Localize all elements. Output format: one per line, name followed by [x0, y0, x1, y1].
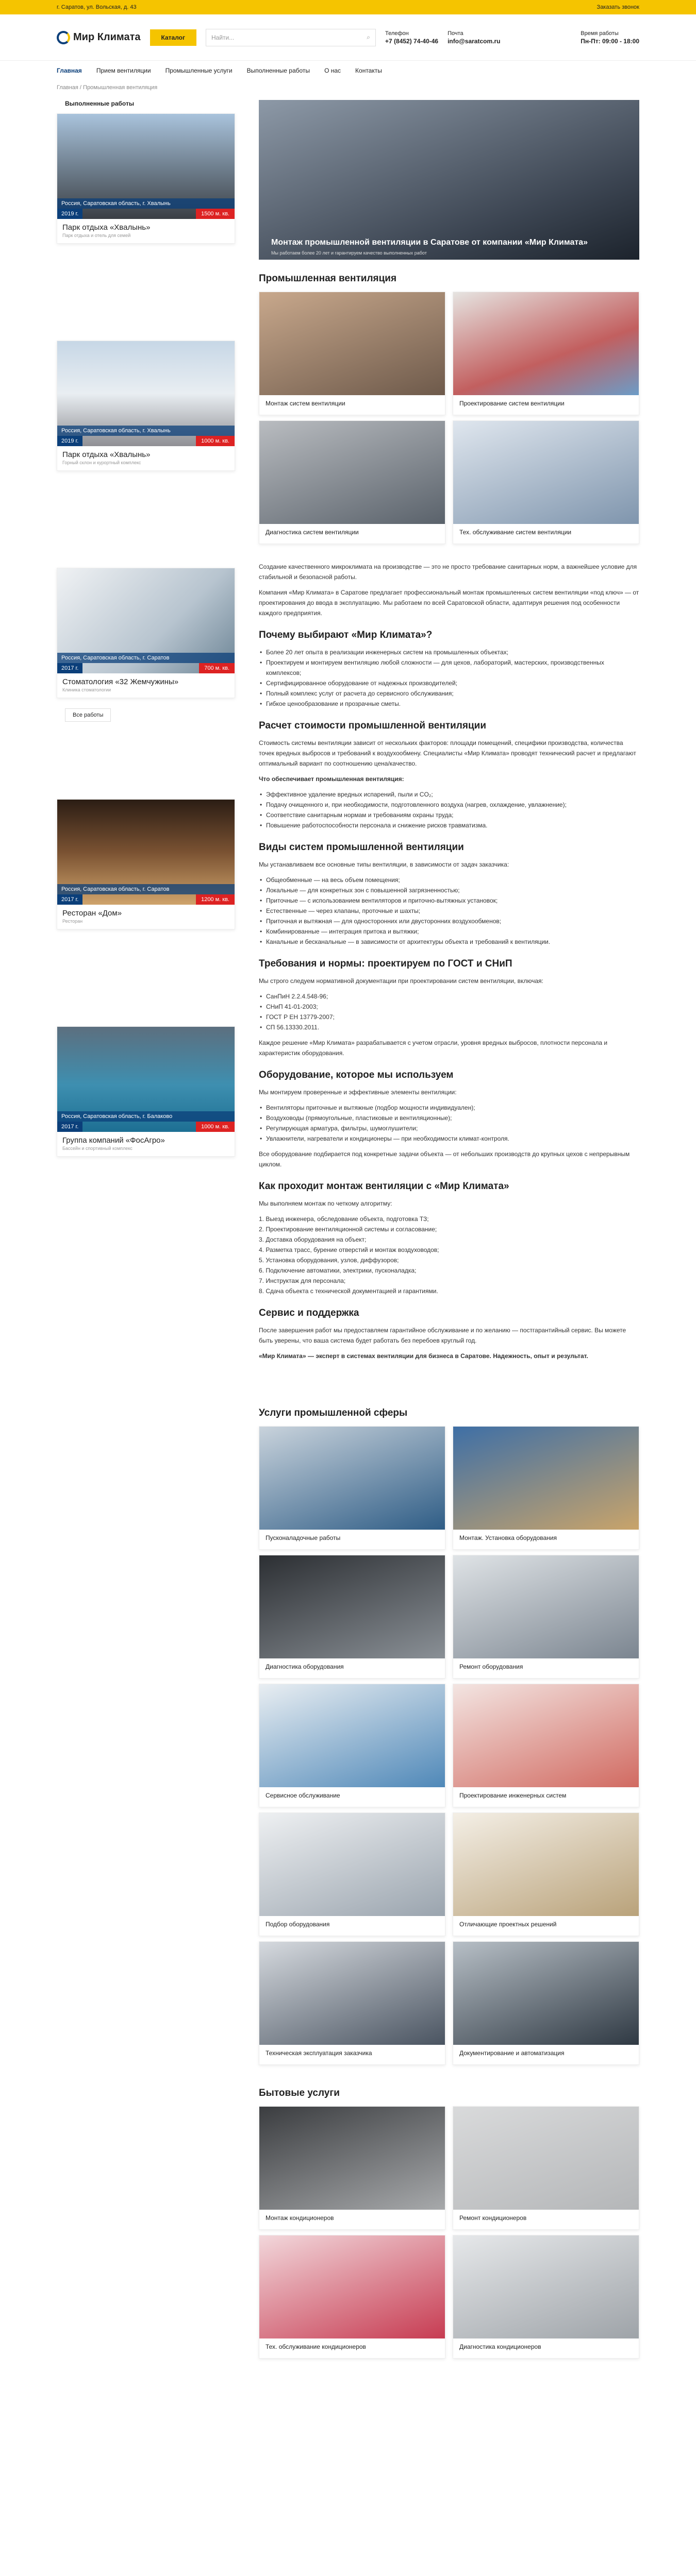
section-title: Требования и нормы: проектируем по ГОСТ и СНиП [259, 958, 512, 969]
tile-image [453, 2107, 639, 2210]
work-year: 2019 г. [57, 436, 82, 446]
tile-card[interactable] [259, 420, 445, 544]
industrial-title: Промышленная вентиляция [259, 273, 397, 284]
article-paragraph: Мы устанавливаем все основные типы вентиляции, в зависимости от задач заказчика: [259, 861, 509, 868]
section-title: Расчет стоимости промышленной вентиляции [259, 720, 487, 731]
list-item: 5. Установка оборудования, узлов, диффузоров; [259, 1257, 399, 1264]
tile-image [259, 1555, 445, 1658]
work-image [57, 800, 235, 905]
hero-banner [259, 100, 639, 260]
types-list [259, 875, 639, 947]
phone-value[interactable]: +7 (8452) 74-40-46 [385, 37, 439, 45]
tile-label: Техническая эксплуатация заказчика [266, 2049, 372, 2057]
phone-label: Телефон [385, 30, 409, 37]
tile-card[interactable] [453, 1812, 639, 1936]
tile-label: Диагностика кондиционеров [459, 2343, 541, 2350]
nav-item-industrial[interactable]: Промышленные услуги [165, 67, 233, 74]
mail-block[interactable] [448, 30, 500, 45]
list-item: 6. Подключение автоматики, электрики, пусконаладка; [259, 1267, 417, 1274]
work-location: Россия, Саратовская область, г. Балаково [57, 1111, 235, 1122]
work-subtitle: Бассейн и спортивный комплекс [62, 1146, 132, 1151]
search-icon[interactable]: ⌕ [367, 33, 371, 41]
tile-image [259, 292, 445, 395]
list-item: • Воздуховоды (прямоугольные, пластиковые и вентиляционные); [259, 1113, 639, 1123]
work-card[interactable] [57, 799, 235, 929]
list-item: • Приточная и вытяжная — для односторонних или двусторонних воздухообменов; [259, 916, 639, 926]
search-placeholder: Найти... [211, 33, 235, 41]
tile-card[interactable] [259, 292, 445, 415]
article-paragraph: Компания «Мир Климата» в Саратове предлагает профессиональный монтаж промышленных систем вентиляции «под ключ» — от проектирования до ввода в эксплуатацию. Мы работаем по всей Саратовской области, адаптируя решения под особенности каждого предприятия. [259, 589, 639, 617]
list-item: • Подачу очищенного и, при необходимости, подготовленного воздуха (нагрев, охлаждение, увлажнение); [259, 800, 639, 810]
article-paragraph: Мы монтируем проверенные и эффективные элементы вентиляции: [259, 1089, 457, 1096]
work-area: 1000 м. кв. [196, 436, 235, 446]
work-card[interactable] [57, 1026, 235, 1157]
logo-icon [57, 31, 70, 44]
nav-item-home[interactable]: Главная [57, 67, 82, 74]
list-item: • Вентиляторы приточные и вытяжные (подбор мощности индивидуален); [259, 1103, 639, 1113]
work-subtitle: Парк отдыха и отель для семей [62, 233, 131, 238]
tile-label: Подбор оборудования [266, 1921, 330, 1928]
tile-card[interactable] [453, 420, 639, 544]
work-card[interactable] [57, 113, 235, 244]
work-year: 2019 г. [57, 209, 82, 219]
household-tiles [259, 2106, 639, 2359]
list-item: • ГОСТ Р ЕН 13779-2007; [259, 1012, 639, 1022]
norms-list [259, 991, 639, 1032]
work-image [57, 568, 235, 673]
tile-card[interactable] [453, 292, 639, 415]
work-card[interactable] [57, 568, 235, 698]
section-title: Оборудование, которое мы используем [259, 1070, 454, 1080]
tile-label: Ремонт оборудования [459, 1663, 523, 1670]
nav-item-about[interactable]: О нас [324, 67, 341, 74]
list-item: 4. Разметка трасс, бурение отверстий и монтаж воздуховодов; [259, 1246, 439, 1253]
tile-image [453, 292, 639, 395]
hero-title: Монтаж промышленной вентиляции в Саратове от компании «Мир Климата» [271, 238, 588, 247]
list-item: • Увлажнители, нагреватели и кондиционеры — при необходимости климат-контроля. [259, 1133, 639, 1144]
tile-label: Диагностика оборудования [266, 1663, 344, 1670]
phone-block[interactable] [385, 30, 438, 45]
article-paragraph: Стоимость системы вентиляции зависит от нескольких факторов: площади помещений, специфики производства, количества точек вредных выбросов и требований к воздухообмену. Специалисты «Мир Климата» проводят технический расчет и предлагают оптимальный вариант по соотношению цена/качество. [259, 739, 636, 767]
tile-image [259, 2107, 445, 2210]
tile-image [453, 421, 639, 524]
tile-label: Диагностика систем вентиляции [266, 529, 359, 536]
list-item: • Гибкое ценообразование и прозрачные сметы. [259, 699, 639, 709]
article-paragraph: Все оборудование подбирается под конкретные задачи объекта — от небольших производств до крупных цехов с непрерывным циклом. [259, 1150, 630, 1168]
tile-label: Проектирование систем вентиляции [459, 400, 565, 407]
list-item: • СанПиН 2.2.4.548-96; [259, 991, 639, 1002]
services-tiles [259, 1426, 639, 2065]
all-works-button[interactable]: Все работы [65, 708, 111, 722]
tile-card[interactable] [453, 2106, 639, 2230]
search-input[interactable] [206, 29, 376, 46]
hero-subtitle: Мы работаем более 20 лет и гарантируем качество выполненных работ [271, 250, 427, 256]
list-item: • Канальные и бесканальные — в зависимости от архитектуры объекта и требований к вентиляции. [259, 937, 639, 947]
tile-label: Пусконаладочные работы [266, 1534, 341, 1541]
list-item: • Соответствие санитарным нормам и требованиям охраны труда; [259, 810, 639, 820]
work-name: Ресторан «Дом» [62, 909, 122, 918]
tile-label: Тех. обслуживание систем вентиляции [459, 529, 572, 536]
nav-item-contacts[interactable]: Контакты [355, 67, 382, 74]
tile-image [453, 1684, 639, 1787]
catalog-button[interactable]: Каталог [150, 29, 197, 46]
work-area: 1200 м. кв. [196, 894, 235, 905]
list-item: 8. Сдача объекта с технической документацией и гарантиями. [259, 1287, 438, 1295]
tile-card[interactable] [259, 1684, 445, 1807]
tile-card[interactable] [259, 1555, 445, 1679]
tile-card[interactable] [259, 1426, 445, 1550]
logo-text: Мир Климата [73, 31, 141, 43]
work-year: 2017 г. [57, 663, 82, 673]
list-item: 1. Выезд инженера, обследование объекта, подготовка ТЗ; [259, 1215, 429, 1223]
tile-image [453, 1942, 639, 2045]
work-location: Россия, Саратовская область, г. Саратов [57, 653, 235, 663]
steps-list [259, 1214, 639, 1296]
work-name: Парк отдыха «Хвалынь» [62, 223, 151, 232]
work-year: 2017 г. [57, 1122, 82, 1132]
sidebar [57, 95, 235, 2359]
tile-card[interactable] [453, 2235, 639, 2359]
header [0, 14, 696, 61]
list-item: • Регулирующая арматура, фильтры, шумоглушители; [259, 1123, 639, 1133]
work-area: 700 м. кв. [199, 663, 235, 673]
article-subtitle: Что обеспечивает промышленная вентиляция: [259, 775, 404, 783]
tile-label: Монтаж систем вентиляции [266, 400, 345, 407]
tile-card[interactable] [453, 1426, 639, 1550]
mail-value[interactable]: info@saratcom.ru [448, 37, 501, 45]
services-title: Услуги промышленной сферы [259, 1408, 408, 1418]
equip-list [259, 1103, 639, 1144]
tile-image [259, 1427, 445, 1530]
section-title: Почему выбирают «Мир Климата»? [259, 630, 433, 640]
work-year: 2017 г. [57, 894, 82, 905]
tile-card[interactable] [453, 1941, 639, 2065]
list-item: • Приточные — с использованием вентиляторов и приточно-вытяжных установок; [259, 895, 639, 906]
article-paragraph: Каждое решение «Мир Климата» разрабатывается с учетом отрасли, уровня вредных выбросов, плотности персонала и характеристик оборудования. [259, 1039, 608, 1057]
section-title: Как проходит монтаж вентиляции с «Мир Климата» [259, 1181, 509, 1192]
tile-label: Документирование и автоматизация [459, 2049, 565, 2057]
tile-image [259, 421, 445, 524]
tile-image [259, 1942, 445, 2045]
hours-block [581, 30, 639, 45]
work-subtitle: Клиника стоматологии [62, 687, 111, 692]
tile-label: Проектирование инженерных систем [459, 1792, 567, 1799]
list-item: 2. Проектирование вентиляционной системы и согласование; [259, 1226, 437, 1233]
main [259, 95, 639, 2359]
section-title: Виды систем промышленной вентиляции [259, 842, 464, 853]
tile-image [453, 1427, 639, 1530]
work-area: 1500 м. кв. [196, 209, 235, 219]
mail-label: Почта [448, 30, 463, 37]
work-subtitle: Ресторан [62, 919, 83, 924]
list-item: • Локальные — для конкретных зон с повышенной загрязненностью; [259, 885, 639, 895]
list-item: • Сертифицированное оборудование от надежных производителей; [259, 678, 639, 688]
work-image [57, 114, 235, 219]
work-name: Группа компаний «ФосАгро» [62, 1136, 165, 1145]
nav-item-ventilation[interactable]: Прием вентиляции [96, 67, 151, 74]
tile-label: Отличающие проектных решений [459, 1921, 557, 1928]
industrial-tiles [259, 292, 639, 544]
tile-card[interactable] [259, 1812, 445, 1936]
article [259, 562, 639, 1361]
why-list [259, 647, 639, 709]
work-location: Россия, Саратовская область, г. Хвалынь [57, 198, 235, 209]
tile-label: Сервисное обслуживание [266, 1792, 340, 1799]
list-item: • Проектируем и монтируем вентиляцию любой сложности — для цехов, лабораторий, мастерских, производственных комплексов; [259, 657, 639, 678]
tile-card[interactable] [453, 1555, 639, 1679]
article-paragraph: Мы выполняем монтаж по четкому алгоритму: [259, 1200, 392, 1207]
list-item: • Общеобменные — на весь объем помещения; [259, 875, 639, 885]
provides-list [259, 789, 639, 831]
article-paragraph: Мы строго следуем нормативной документации при проектировании систем вентиляции, включая: [259, 977, 543, 985]
list-item: • Более 20 лет опыта в реализации инженерных систем на промышленных объектах; [259, 647, 639, 657]
hours-value: Пн-Пт: 09:00 - 18:00 [581, 37, 639, 45]
list-item: • СНиП 41-01-2003; [259, 1002, 639, 1012]
tile-image [259, 1684, 445, 1787]
main-nav [0, 61, 696, 80]
topbar [0, 0, 696, 14]
list-item: • Повышение работоспособности персонала и снижение рисков травматизма. [259, 820, 639, 831]
list-item: • Комбинированные — интеграция притока и вытяжки; [259, 926, 639, 937]
nav-item-works[interactable]: Выполненные работы [246, 67, 310, 74]
list-item: • Полный комплекс услуг от расчета до сервисного обслуживания; [259, 688, 639, 699]
logo[interactable] [57, 31, 141, 44]
list-item: 7. Инструктаж для персонала; [259, 1277, 346, 1284]
tile-card[interactable] [259, 2106, 445, 2230]
tile-card[interactable] [259, 2235, 445, 2359]
tile-card[interactable] [259, 1941, 445, 2065]
list-item: • СП 56.13330.2011. [259, 1022, 639, 1032]
section-title: Сервис и поддержка [259, 1308, 359, 1318]
tile-image [453, 1813, 639, 1916]
work-name: Стоматология «32 Жемчужины» [62, 677, 179, 686]
household-title: Бытовые услуги [259, 2088, 340, 2098]
hours-label: Время работы [581, 30, 619, 37]
article-paragraph: После завершения работ мы предоставляем гарантийное обслуживание и по желанию — постгарантийный сервис. Вы можете быть уверены, что ваша система будет работать без перебоев круглый год. [259, 1327, 626, 1344]
sidebar-title: Выполненные работы [65, 100, 135, 107]
tile-image [453, 1555, 639, 1658]
city-label[interactable]: г. Саратов, ул. Вольская, д. 43 [57, 4, 137, 10]
work-card[interactable] [57, 341, 235, 471]
article-paragraph: «Мир Климата» — эксперт в системах вентиляции для бизнеса в Саратове. Надежность, опыт и результат. [259, 1352, 588, 1360]
tile-card[interactable] [453, 1684, 639, 1807]
tile-label: Тех. обслуживание кондиционеров [266, 2343, 366, 2350]
tile-label: Ремонт кондиционеров [459, 2214, 527, 2222]
list-item: • Эффективное удаление вредных испарений, пыли и CO₂; [259, 789, 639, 800]
article-paragraph: Создание качественного микроклимата на производстве — это не просто требование санитарных норм, а важнейшее условие для стабильной и безопасной работы. [259, 563, 637, 581]
work-area: 1000 м. кв. [196, 1122, 235, 1132]
work-location: Россия, Саратовская область, г. Саратов [57, 884, 235, 894]
work-image [57, 1027, 235, 1132]
breadcrumb[interactable]: Главная / Промышленная вентиляция [57, 84, 158, 91]
list-item: 3. Доставка оборудования на объект; [259, 1236, 367, 1243]
tile-image [259, 2235, 445, 2338]
content [0, 95, 696, 2359]
callback-link[interactable]: Заказать звонок [596, 4, 639, 10]
tile-image [453, 2235, 639, 2338]
list-item: • Естественные — через клапаны, проточные и шахты; [259, 906, 639, 916]
work-name: Парк отдыха «Хвалынь» [62, 450, 151, 459]
work-image [57, 341, 235, 446]
tile-label: Монтаж кондиционеров [266, 2214, 334, 2222]
work-subtitle: Горный склон и курортный комплекс [62, 460, 141, 465]
tile-image [259, 1813, 445, 1916]
work-location: Россия, Саратовская область, г. Хвалынь [57, 426, 235, 436]
tile-label: Монтаж. Установка оборудования [459, 1534, 557, 1541]
